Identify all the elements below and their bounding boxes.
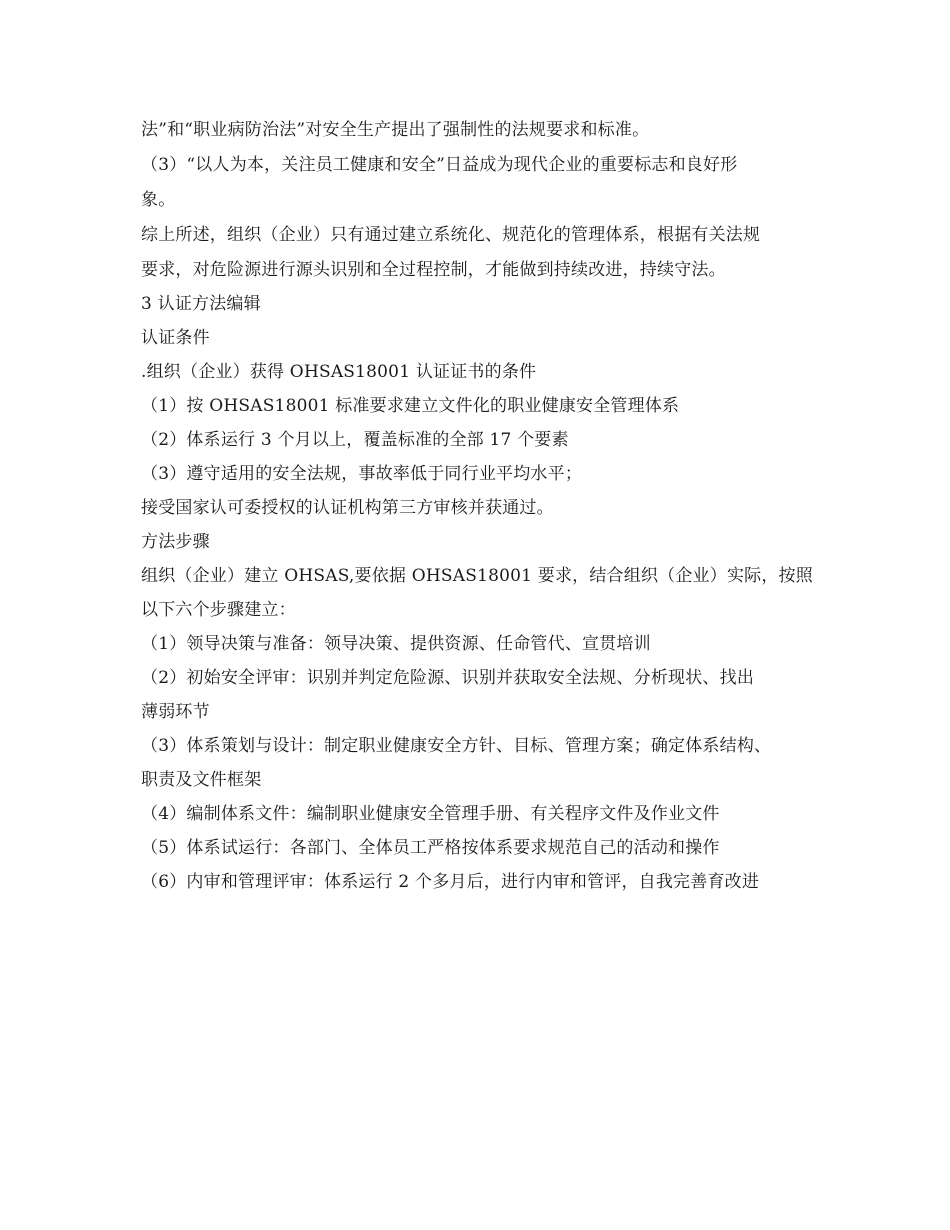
text-line: 职责及文件框架 [141, 770, 262, 790]
list-item: （1）按 OHSAS18001 标准要求建立文件化的职业健康安全管理体系 [141, 396, 680, 416]
list-item: （1）领导决策与准备：领导决策、提供资源、任命管代、宣贯培训 [141, 634, 651, 654]
list-item: （5）体系试运行：各部门、全体员工严格按体系要求规范自己的活动和操作 [141, 838, 720, 858]
list-item: （4）编制体系文件：编制职业健康安全管理手册、有关程序文件及作业文件 [141, 804, 720, 824]
text-line: .组织（企业）获得 OHSAS18001 认证证书的条件 [141, 362, 537, 382]
text-line: 组织（企业）建立 OHSAS,要依据 OHSAS18001 要求，结合组织（企业）实际，按照 [141, 566, 813, 586]
text-line: 法”和“职业病防治法”对安全生产提出了强制性的法规要求和标准。 [141, 120, 650, 140]
list-item: （2）初始安全评审：识别并判定危险源、识别并获取安全法规、分析现状、找出 [141, 668, 755, 688]
document-body [141, 113, 841, 899]
list-item: （2）体系运行 3 个月以上，覆盖标准的全部 17 个要素 [141, 430, 569, 450]
text-line: 要求，对危险源进行源头识别和全过程控制，才能做到持续改进，持续守法。 [141, 260, 726, 280]
subsection-heading: 方法步骤 [141, 532, 210, 552]
list-item: （3）体系策划与设计：制定职业健康安全方针、目标、管理方案；确定体系结构、 [141, 736, 772, 756]
list-item: （3）遵守适用的安全法规，事故率低于同行业平均水平； [141, 464, 583, 484]
list-item: （6）内审和管理评审：体系运行 2 个多月后，进行内审和管评，自我完善育改进 [141, 872, 760, 892]
text-line: 象。 [141, 190, 176, 210]
text-line: 接受国家认可委授权的认证机构第三方审核并获通过。 [141, 498, 554, 518]
text-line: （3）“以人为本，关注员工健康和安全”日益成为现代企业的重要标志和良好形 [141, 155, 738, 175]
subsection-heading: 认证条件 [141, 328, 210, 348]
text-line: 综上所述，组织（企业）只有通过建立系统化、规范化的管理体系，根据有关法规 [141, 225, 761, 245]
text-line: 以下六个步骤建立： [141, 600, 296, 620]
section-heading: 3 认证方法编辑 [141, 294, 261, 314]
text-line: 薄弱环节 [141, 702, 210, 722]
